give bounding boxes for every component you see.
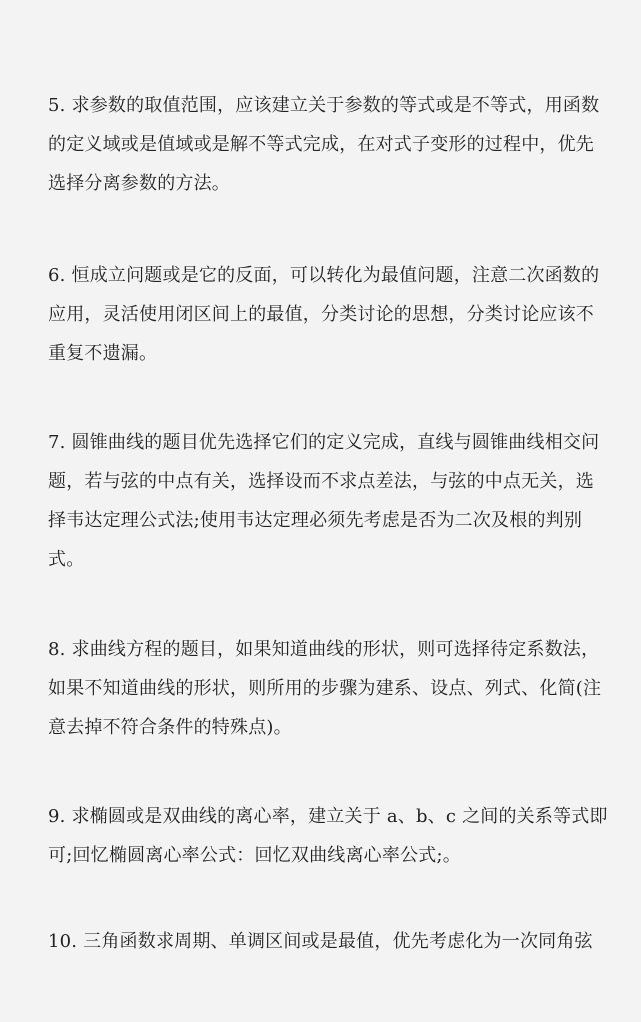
- paragraph-9: 9. 求椭圆或是双曲线的离心率，建立关于 a、b、c 之间的关系等式即可;回忆椭圆离心率公式：回忆双曲线离心率公式;。: [48, 806, 608, 866]
- paragraph-10: 10. 三角函数求周期、单调区间或是最值，优先考虑化为一次同角弦: [48, 931, 593, 952]
- paragraph-7: 7. 圆锥曲线的题目优先选择它们的定义完成，直线与圆锥曲线相交问题，若与弦的中点有关，选择设而不求点差法，与弦的中点无关，选择韦达定理公式法;使用韦达定理必须先考虑是否为二次及根的判别式。: [48, 432, 600, 570]
- paragraph-8: 8. 求曲线方程的题目，如果知道曲线的形状，则可选择待定系数法，如果不知道曲线的形状，则所用的步骤为建系、设点、列式、化简(注意去掉不符合条件的特殊点)。: [48, 639, 602, 738]
- paragraph-6: 6. 恒成立问题或是它的反面，可以转化为最值问题，注意二次函数的应用，灵活使用闭区间上的最值，分类讨论的思想，分类讨论应该不重复不遗漏。: [48, 265, 600, 364]
- paragraph-5: 5. 求参数的取值范围，应该建立关于参数的等式或是不等式，用函数的定义域或是值域或是解不等式完成，在对式子变形的过程中，优先选择分离参数的方法。: [48, 95, 600, 194]
